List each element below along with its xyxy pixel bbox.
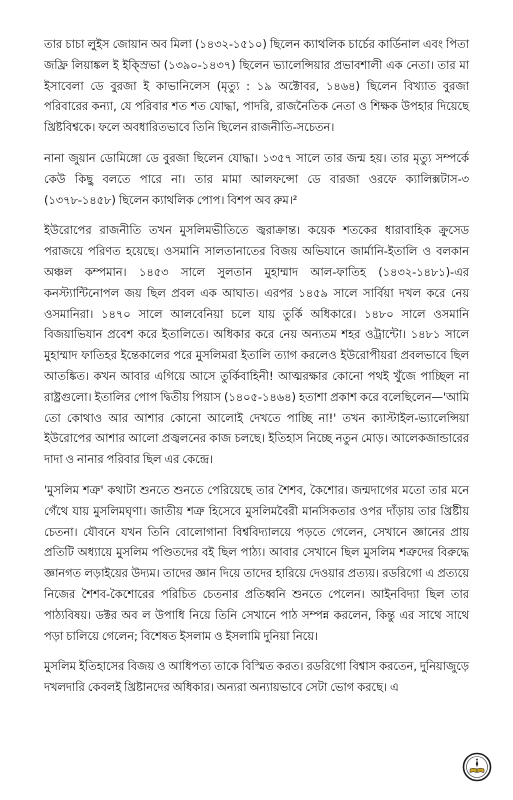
paragraph-4: 'মুসলিম শত্রু' কথাটা শুনতে শুনতে পেরিয়েছে তার শৈশব, কৈশোর। জন্মদাগের মতো তার মনে গেঁথে যায় মুসলিমঘৃণা। জাতীয় শত্রু হিসেবে মুসলিমবৈরী মানসিকতার ওপর দাঁড়ায় তার খ্রিষ্টীয় চেতনা। যৌবনে যখন তিনি বোলোগানা বিশ্ববিদ্যালয়ে পড়তে গেলেন, সেখানে জ্ঞানের প্রায় প্রতিটি অধ্যায়ে মুসলিম পণ্ডিতদের বই ছিল পাঠ্য। আবার সেখানে ছিল মুসলিম শত্রুদের বিরুদ্ধে জ্ঞানগত লড়াইয়ের উদ্যম। তাদের জ্ঞান দিয়ে তাদের হারিয়ে দেওয়ার প্রত্যয়। রডরিগো এ প্রত্যয়ে নিজের শৈশব-কৈশোরের পরিচিত চেতনার প্রতিধ্বনি শুনতে পেলেন। আইনবিদ্যা ছিল তার পাঠ্যবিষয়। ডক্টর অব ল উপাধি নিয়ে তিনি সেখানে পাঠ সম্পন্ন করলেন, কিন্তু এর সাথে সাথে পড়া চালিয়ে গেলেন; বিশেষত ইসলাম ও ইসলামি দুনিয়া নিয়ে। — [44, 482, 469, 643]
paragraph-2: নানা জুয়ান ডোমিঙ্গো ডে বুরজা ছিলেন যোদ্ধা। ১৩৫৭ সালে তার জন্ম হয়। তার মৃত্যু সম্পর্কে কেউ কিছু বলতে পারে না। তার মামা আলফন্সো ডে বারজা ওরফে ক্যালিক্সটাস-৩ (১৩৭৮-১৪৫৮) ছিলেন ক্যাথলিক পোপ। বিশপ অব রুম।² — [44, 150, 469, 207]
paragraph-1: তার চাচা লুইস জোয়ান অব মিলা (১৪৩২-১৫১০) ছিলেন ক্যাথলিক চার্চের কার্ডিনাল এবং পিতা জফ্রি লিয়াঙ্কল ই ইক্স্রিভা (১৩৯০-১৪৩৭) ছিলেন ভ্যালেন্সিয়ার প্রভাবশালী এক নেতা। তার মা ইসাবেলা ডে বুরজা ই কাভানিলেস (মৃত্যু : ১৯ অক্টোবর, ১৪৬৪) ছিলেন বিখ্যাত বুরজা পরিবারের কন্যা, যে পরিবার শত শত যোদ্ধা, পাদরি, রাজনৈতিক নেতা ও শিক্ষক উপহার দিয়েছে খ্রিষ্টবিশ্বকে। ফলে অবধারিতভাবে তিনি ছিলেন রাজনীতি-সচেতন। — [44, 37, 469, 135]
book-emblem-icon — [462, 752, 492, 782]
paragraph-3: ইউরোপের রাজনীতি তখন মুসলিমভীতিতে জ্বরাক্রান্ত। কয়েক শতকের ধারাবাহিক ক্রুসেড পরাজয়ে পরিণত হয়েছে। ওসমানি সালতানাতের বিজয় অভিযানে জার্মানি-ইতালি ও বলকান অঞ্চল কম্পমান। ১৪৫৩ সালে সুলতান মুহাম্মাদ আল-ফাতিহ (১৪৩২-১৪৮১)-এর কনস্ট্যান্টিনোপল জয় ছিল প্রবল এক আঘাত। এরপর ১৪৫৯ সালে সার্বিয়া দখল করে নেয় ওসমানিরা। ১৪৭০ সালে আলবেনিয়া চলে যায় তুর্কি অধিকারে। ১৪৮০ সালে ওসমানি বিজয়াভিযান প্রবেশ করে ইতালিতে। অধিকার করে নেয় অন্যতম শহর ওট্রান্টো। ১৪৮১ সালে মুহাম্মাদ ফাতিহর ইন্তেকালের পরে মুসলিমরা ইতালি ত্যাগ করলেও ইউরোপীয়রা প্রবলভাবে ছিল আতঙ্কিত। কখন আবার এগিয়ে আসে তুর্কিবাহিনী! আত্মরক্ষার কোনো পথই খুঁজে পাচ্ছিল না রাষ্ট্রগুলো। ইতালির পোপ দ্বিতীয় পিয়াস (১৪০৫-১৪৬৪) হতাশা প্রকাশ করে বলেছিলেন—'আমি তো কোথাও আর আশার কোনো আলোই দেখতে পাচ্ছি না!' তখন ক্যাস্টাইল-ভ্যালেন্সিয়া ইউরোপের আশার আলো প্রজ্বলনের কাজ চলছে। ইতিহাস নিচ্ছে নতুন মোড়। আলেকজান্ডারের দাদা ও নানার পরিবার ছিল এর কেন্দ্রে। — [44, 223, 469, 467]
paragraph-5: মুসলিম ইতিহাসের বিজয় ও আধিপত্য তাকে বিস্মিত করত। রডরিগো বিশ্বাস করতেন, দুনিয়াজুড়ে দখলদারি কেবলই খ্রিষ্টানদের অধিকার। অন্যরা অন্যায়ভাবে সেটা ভোগ করছে। এ — [44, 659, 469, 695]
